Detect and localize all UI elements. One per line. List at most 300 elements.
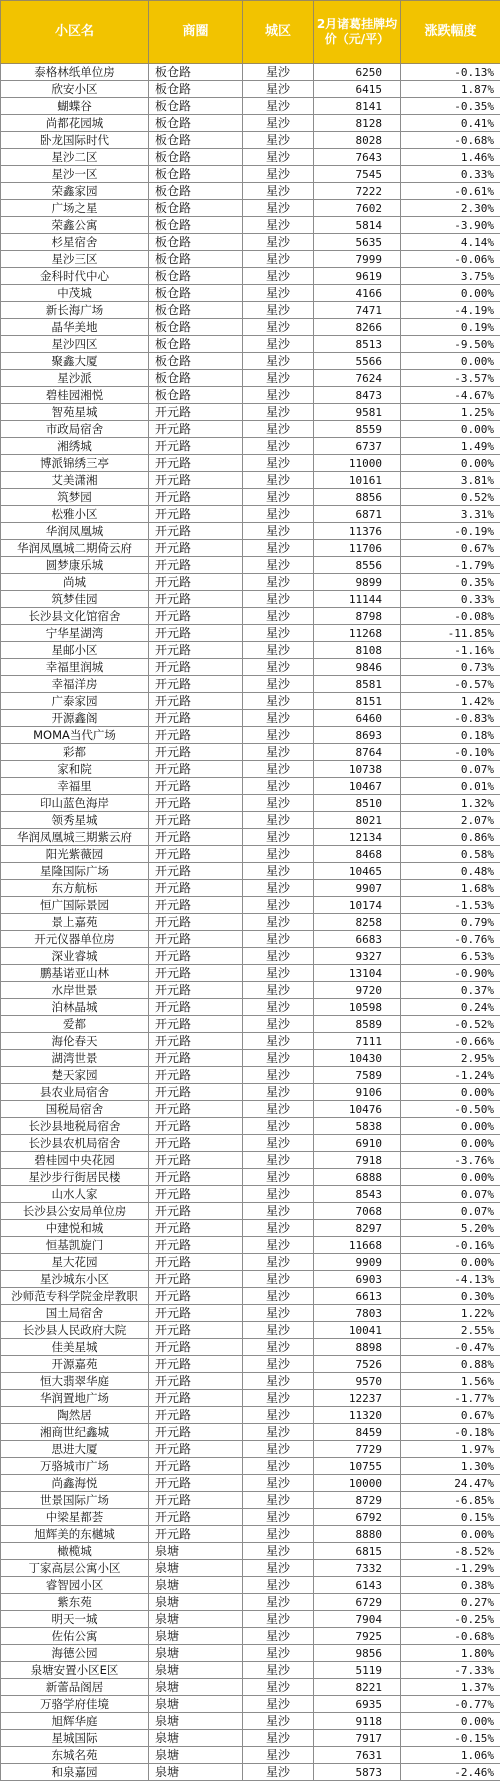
cell-listing-price: 7918 xyxy=(314,1152,401,1169)
cell-community-name: 华润凤凰城二期倚云府 xyxy=(1,540,149,557)
cell-change-rate: -6.85% xyxy=(401,1492,500,1509)
table-row xyxy=(1,1186,500,1203)
cell-listing-price: 12134 xyxy=(314,829,401,846)
cell-community-name: 湘绣城 xyxy=(1,438,149,455)
cell-business-area: 开元路 xyxy=(149,642,243,659)
table-row xyxy=(1,370,500,387)
table-row xyxy=(1,1101,500,1118)
cell-listing-price: 8459 xyxy=(314,1424,401,1441)
cell-district: 星沙 xyxy=(243,1458,314,1475)
cell-community-name: 深业睿城 xyxy=(1,948,149,965)
cell-listing-price: 7545 xyxy=(314,166,401,183)
cell-business-area: 开元路 xyxy=(149,1169,243,1186)
table-row xyxy=(1,1271,500,1288)
cell-change-rate: -0.52% xyxy=(401,1016,500,1033)
cell-business-area: 泉塘 xyxy=(149,1730,243,1747)
cell-business-area: 开元路 xyxy=(149,761,243,778)
cell-change-rate: 5.20% xyxy=(401,1220,500,1237)
cell-listing-price: 9581 xyxy=(314,404,401,421)
cell-community-name: 星沙步行街居民楼 xyxy=(1,1169,149,1186)
cell-listing-price: 8856 xyxy=(314,489,401,506)
cell-change-rate: 0.07% xyxy=(401,761,500,778)
cell-listing-price: 9846 xyxy=(314,659,401,676)
table-row xyxy=(1,1628,500,1645)
cell-change-rate: -0.61% xyxy=(401,183,500,200)
cell-district: 星沙 xyxy=(243,183,314,200)
cell-community-name: 国税局宿舍 xyxy=(1,1101,149,1118)
cell-business-area: 板仓路 xyxy=(149,234,243,251)
table-row xyxy=(1,778,500,795)
table-row xyxy=(1,608,500,625)
cell-business-area: 开元路 xyxy=(149,914,243,931)
cell-change-rate: 1.06% xyxy=(401,1747,500,1764)
cell-community-name: 宁华星湖湾 xyxy=(1,625,149,642)
table-row xyxy=(1,489,500,506)
cell-business-area: 开元路 xyxy=(149,710,243,727)
cell-business-area: 开元路 xyxy=(149,421,243,438)
cell-change-rate: -0.25% xyxy=(401,1611,500,1628)
cell-change-rate: -0.77% xyxy=(401,1696,500,1713)
cell-business-area: 开元路 xyxy=(149,727,243,744)
cell-district: 星沙 xyxy=(243,455,314,472)
table-row xyxy=(1,829,500,846)
cell-business-area: 开元路 xyxy=(149,1220,243,1237)
table-row xyxy=(1,1526,500,1543)
cell-change-rate: 0.48% xyxy=(401,863,500,880)
cell-community-name: 国土局宿舍 xyxy=(1,1305,149,1322)
table-row xyxy=(1,336,500,353)
cell-change-rate: -8.52% xyxy=(401,1543,500,1560)
cell-listing-price: 7803 xyxy=(314,1305,401,1322)
cell-change-rate: 0.00% xyxy=(401,1084,500,1101)
cell-change-rate: 0.38% xyxy=(401,1577,500,1594)
cell-business-area: 板仓路 xyxy=(149,268,243,285)
cell-change-rate: 0.37% xyxy=(401,982,500,999)
table-row xyxy=(1,625,500,642)
cell-business-area: 开元路 xyxy=(149,489,243,506)
cell-change-rate: 1.37% xyxy=(401,1679,500,1696)
cell-business-area: 开元路 xyxy=(149,438,243,455)
cell-district: 星沙 xyxy=(243,234,314,251)
cell-district: 星沙 xyxy=(243,1764,314,1781)
cell-business-area: 开元路 xyxy=(149,1016,243,1033)
cell-community-name: 尚城 xyxy=(1,574,149,591)
cell-district: 星沙 xyxy=(243,268,314,285)
cell-listing-price: 6903 xyxy=(314,1271,401,1288)
cell-business-area: 开元路 xyxy=(149,1033,243,1050)
cell-district: 星沙 xyxy=(243,1679,314,1696)
table-row xyxy=(1,676,500,693)
cell-listing-price: 9720 xyxy=(314,982,401,999)
cell-business-area: 开元路 xyxy=(149,625,243,642)
cell-change-rate: -3.90% xyxy=(401,217,500,234)
table-row xyxy=(1,302,500,319)
table-row xyxy=(1,710,500,727)
cell-district: 星沙 xyxy=(243,81,314,98)
table-row xyxy=(1,404,500,421)
cell-business-area: 板仓路 xyxy=(149,115,243,132)
cell-community-name: 新长海广场 xyxy=(1,302,149,319)
cell-business-area: 开元路 xyxy=(149,557,243,574)
cell-change-rate: 0.18% xyxy=(401,727,500,744)
cell-business-area: 开元路 xyxy=(149,1475,243,1492)
table-row xyxy=(1,268,500,285)
cell-community-name: 旭辉华庭 xyxy=(1,1713,149,1730)
table-row xyxy=(1,1509,500,1526)
cell-district: 星沙 xyxy=(243,1492,314,1509)
cell-business-area: 板仓路 xyxy=(149,183,243,200)
cell-community-name: 万骆学府佳境 xyxy=(1,1696,149,1713)
cell-district: 星沙 xyxy=(243,1203,314,1220)
cell-listing-price: 10738 xyxy=(314,761,401,778)
cell-business-area: 开元路 xyxy=(149,1339,243,1356)
cell-listing-price: 7925 xyxy=(314,1628,401,1645)
cell-listing-price: 7589 xyxy=(314,1067,401,1084)
table-row xyxy=(1,234,500,251)
cell-listing-price: 9899 xyxy=(314,574,401,591)
table-row xyxy=(1,574,500,591)
cell-listing-price: 8266 xyxy=(314,319,401,336)
table-row xyxy=(1,1662,500,1679)
cell-change-rate: 0.00% xyxy=(401,1526,500,1543)
cell-business-area: 开元路 xyxy=(149,982,243,999)
cell-business-area: 板仓路 xyxy=(149,319,243,336)
cell-listing-price: 8128 xyxy=(314,115,401,132)
table-row xyxy=(1,1764,500,1781)
cell-business-area: 泉塘 xyxy=(149,1594,243,1611)
cell-business-area: 板仓路 xyxy=(149,166,243,183)
cell-community-name: 恒基凯旋门 xyxy=(1,1237,149,1254)
cell-listing-price: 9909 xyxy=(314,1254,401,1271)
cell-district: 星沙 xyxy=(243,557,314,574)
cell-community-name: 星沙一区 xyxy=(1,166,149,183)
cell-district: 星沙 xyxy=(243,1730,314,1747)
cell-district: 星沙 xyxy=(243,132,314,149)
cell-business-area: 开元路 xyxy=(149,863,243,880)
cell-listing-price: 9327 xyxy=(314,948,401,965)
table-row xyxy=(1,1339,500,1356)
cell-listing-price: 11376 xyxy=(314,523,401,540)
cell-business-area: 泉塘 xyxy=(149,1611,243,1628)
cell-district: 星沙 xyxy=(243,319,314,336)
cell-district: 星沙 xyxy=(243,965,314,982)
table-row xyxy=(1,1543,500,1560)
cell-district: 星沙 xyxy=(243,1475,314,1492)
cell-listing-price: 8729 xyxy=(314,1492,401,1509)
cell-district: 星沙 xyxy=(243,608,314,625)
cell-district: 星沙 xyxy=(243,251,314,268)
cell-business-area: 开元路 xyxy=(149,1492,243,1509)
cell-listing-price: 7904 xyxy=(314,1611,401,1628)
cell-community-name: 景上嘉苑 xyxy=(1,914,149,931)
cell-community-name: 湖湾世景 xyxy=(1,1050,149,1067)
cell-listing-price: 6729 xyxy=(314,1594,401,1611)
cell-listing-price: 11668 xyxy=(314,1237,401,1254)
cell-business-area: 泉塘 xyxy=(149,1577,243,1594)
table-row xyxy=(1,1118,500,1135)
table-row xyxy=(1,591,500,608)
cell-district: 星沙 xyxy=(243,1645,314,1662)
cell-district: 星沙 xyxy=(243,1152,314,1169)
cell-listing-price: 8108 xyxy=(314,642,401,659)
cell-district: 星沙 xyxy=(243,880,314,897)
cell-listing-price: 8693 xyxy=(314,727,401,744)
header-row xyxy=(1,1,500,64)
cell-business-area: 泉塘 xyxy=(149,1747,243,1764)
cell-change-rate: 1.56% xyxy=(401,1373,500,1390)
cell-district: 星沙 xyxy=(243,778,314,795)
cell-business-area: 开元路 xyxy=(149,846,243,863)
cell-listing-price: 11144 xyxy=(314,591,401,608)
cell-district: 星沙 xyxy=(243,1050,314,1067)
cell-business-area: 开元路 xyxy=(149,540,243,557)
cell-business-area: 开元路 xyxy=(149,931,243,948)
cell-listing-price: 9106 xyxy=(314,1084,401,1101)
cell-district: 星沙 xyxy=(243,336,314,353)
table-row xyxy=(1,506,500,523)
cell-district: 星沙 xyxy=(243,149,314,166)
table-row xyxy=(1,1067,500,1084)
cell-district: 星沙 xyxy=(243,1373,314,1390)
cell-community-name: 佳美星城 xyxy=(1,1339,149,1356)
cell-business-area: 开元路 xyxy=(149,948,243,965)
cell-district: 星沙 xyxy=(243,574,314,591)
cell-listing-price: 7999 xyxy=(314,251,401,268)
cell-listing-price: 9907 xyxy=(314,880,401,897)
cell-district: 星沙 xyxy=(243,1526,314,1543)
table-row xyxy=(1,455,500,472)
table-row xyxy=(1,1645,500,1662)
table-row xyxy=(1,64,500,81)
cell-district: 星沙 xyxy=(243,1339,314,1356)
cell-business-area: 开元路 xyxy=(149,829,243,846)
cell-change-rate: -3.57% xyxy=(401,370,500,387)
table-row xyxy=(1,795,500,812)
cell-listing-price: 6460 xyxy=(314,710,401,727)
cell-community-name: 水岸世景 xyxy=(1,982,149,999)
cell-change-rate: 0.73% xyxy=(401,659,500,676)
table-row xyxy=(1,812,500,829)
cell-community-name: 幸福里 xyxy=(1,778,149,795)
table-row xyxy=(1,1050,500,1067)
table-row xyxy=(1,863,500,880)
cell-listing-price: 7068 xyxy=(314,1203,401,1220)
cell-listing-price: 8764 xyxy=(314,744,401,761)
cell-business-area: 开元路 xyxy=(149,1526,243,1543)
cell-listing-price: 6683 xyxy=(314,931,401,948)
cell-business-area: 开元路 xyxy=(149,795,243,812)
table-row xyxy=(1,659,500,676)
cell-listing-price: 10161 xyxy=(314,472,401,489)
cell-change-rate: 0.00% xyxy=(401,1713,500,1730)
cell-listing-price: 7332 xyxy=(314,1560,401,1577)
cell-change-rate: 3.81% xyxy=(401,472,500,489)
table-row xyxy=(1,1356,500,1373)
cell-change-rate: 0.88% xyxy=(401,1356,500,1373)
cell-listing-price: 6792 xyxy=(314,1509,401,1526)
cell-business-area: 泉塘 xyxy=(149,1628,243,1645)
cell-listing-price: 8141 xyxy=(314,98,401,115)
cell-change-rate: -0.68% xyxy=(401,132,500,149)
cell-district: 星沙 xyxy=(243,472,314,489)
cell-community-name: 家和院 xyxy=(1,761,149,778)
table-row xyxy=(1,149,500,166)
cell-district: 星沙 xyxy=(243,1713,314,1730)
cell-listing-price: 7643 xyxy=(314,149,401,166)
cell-district: 星沙 xyxy=(243,1254,314,1271)
cell-community-name: 中茂城 xyxy=(1,285,149,302)
table-row xyxy=(1,98,500,115)
cell-change-rate: 1.42% xyxy=(401,693,500,710)
cell-district: 星沙 xyxy=(243,217,314,234)
cell-district: 星沙 xyxy=(243,1628,314,1645)
cell-community-name: 泊林晶城 xyxy=(1,999,149,1016)
cell-community-name: 华润凤凰城三期紫云府 xyxy=(1,829,149,846)
cell-district: 星沙 xyxy=(243,1560,314,1577)
cell-district: 星沙 xyxy=(243,1288,314,1305)
cell-community-name: 湘商世纪鑫城 xyxy=(1,1424,149,1441)
cell-district: 星沙 xyxy=(243,1594,314,1611)
cell-change-rate: 1.46% xyxy=(401,149,500,166)
cell-listing-price: 6888 xyxy=(314,1169,401,1186)
cell-district: 星沙 xyxy=(243,115,314,132)
cell-district: 星沙 xyxy=(243,1424,314,1441)
cell-business-area: 泉塘 xyxy=(149,1696,243,1713)
cell-community-name: 佐佑公寓 xyxy=(1,1628,149,1645)
cell-business-area: 开元路 xyxy=(149,1407,243,1424)
table-row xyxy=(1,1084,500,1101)
cell-community-name: 聚鑫大厦 xyxy=(1,353,149,370)
cell-community-name: 万骆城市广场 xyxy=(1,1458,149,1475)
header-district: 城区 xyxy=(243,1,314,64)
table-row xyxy=(1,285,500,302)
cell-change-rate: -1.16% xyxy=(401,642,500,659)
cell-change-rate: 3.75% xyxy=(401,268,500,285)
cell-listing-price: 10476 xyxy=(314,1101,401,1118)
cell-community-name: 山水人家 xyxy=(1,1186,149,1203)
table-row xyxy=(1,948,500,965)
cell-listing-price: 5873 xyxy=(314,1764,401,1781)
cell-district: 星沙 xyxy=(243,1033,314,1050)
cell-listing-price: 9619 xyxy=(314,268,401,285)
cell-district: 星沙 xyxy=(243,846,314,863)
cell-district: 星沙 xyxy=(243,200,314,217)
cell-district: 星沙 xyxy=(243,914,314,931)
header-business-area: 商圈 xyxy=(149,1,243,64)
cell-community-name: 星城国际 xyxy=(1,1730,149,1747)
table-row xyxy=(1,693,500,710)
cell-community-name: 碧桂园湘悦 xyxy=(1,387,149,404)
cell-listing-price: 7602 xyxy=(314,200,401,217)
cell-business-area: 板仓路 xyxy=(149,81,243,98)
cell-business-area: 板仓路 xyxy=(149,64,243,81)
cell-listing-price: 7917 xyxy=(314,1730,401,1747)
cell-district: 星沙 xyxy=(243,1305,314,1322)
cell-change-rate: -1.29% xyxy=(401,1560,500,1577)
cell-listing-price: 10755 xyxy=(314,1458,401,1475)
cell-listing-price: 8880 xyxy=(314,1526,401,1543)
cell-district: 星沙 xyxy=(243,693,314,710)
table-row xyxy=(1,1237,500,1254)
cell-district: 星沙 xyxy=(243,387,314,404)
cell-change-rate: 1.80% xyxy=(401,1645,500,1662)
cell-district: 星沙 xyxy=(243,1543,314,1560)
cell-business-area: 开元路 xyxy=(149,897,243,914)
cell-change-rate: -0.18% xyxy=(401,1424,500,1441)
cell-business-area: 开元路 xyxy=(149,1458,243,1475)
cell-district: 星沙 xyxy=(243,642,314,659)
cell-district: 星沙 xyxy=(243,744,314,761)
cell-community-name: 长沙县人民政府大院 xyxy=(1,1322,149,1339)
cell-district: 星沙 xyxy=(243,931,314,948)
cell-community-name: 幸福洋房 xyxy=(1,676,149,693)
cell-community-name: MOMA当代广场 xyxy=(1,727,149,744)
cell-community-name: 中建悦和城 xyxy=(1,1220,149,1237)
cell-business-area: 开元路 xyxy=(149,1050,243,1067)
cell-listing-price: 10598 xyxy=(314,999,401,1016)
cell-change-rate: 0.33% xyxy=(401,591,500,608)
cell-change-rate: -0.13% xyxy=(401,64,500,81)
cell-community-name: 思进大厦 xyxy=(1,1441,149,1458)
cell-community-name: 荣鑫公寓 xyxy=(1,217,149,234)
cell-business-area: 开元路 xyxy=(149,523,243,540)
table-row xyxy=(1,1390,500,1407)
cell-business-area: 开元路 xyxy=(149,676,243,693)
cell-district: 星沙 xyxy=(243,1169,314,1186)
table-row xyxy=(1,1747,500,1764)
cell-listing-price: 8297 xyxy=(314,1220,401,1237)
cell-district: 星沙 xyxy=(243,1135,314,1152)
cell-listing-price: 8468 xyxy=(314,846,401,863)
cell-community-name: 楚天家园 xyxy=(1,1067,149,1084)
cell-community-name: 艾美潇湘 xyxy=(1,472,149,489)
cell-business-area: 开元路 xyxy=(149,1203,243,1220)
cell-district: 星沙 xyxy=(243,812,314,829)
cell-district: 星沙 xyxy=(243,948,314,965)
table-row xyxy=(1,761,500,778)
table-row xyxy=(1,1203,500,1220)
cell-change-rate: -0.15% xyxy=(401,1730,500,1747)
cell-listing-price: 5635 xyxy=(314,234,401,251)
cell-change-rate: -0.47% xyxy=(401,1339,500,1356)
cell-business-area: 开元路 xyxy=(149,1237,243,1254)
cell-change-rate: 1.32% xyxy=(401,795,500,812)
cell-listing-price: 7526 xyxy=(314,1356,401,1373)
cell-district: 星沙 xyxy=(243,1441,314,1458)
cell-listing-price: 6935 xyxy=(314,1696,401,1713)
cell-district: 星沙 xyxy=(243,659,314,676)
cell-business-area: 开元路 xyxy=(149,965,243,982)
cell-listing-price: 8028 xyxy=(314,132,401,149)
cell-change-rate: -3.76% xyxy=(401,1152,500,1169)
cell-business-area: 开元路 xyxy=(149,506,243,523)
cell-community-name: 丁家高层公寓小区 xyxy=(1,1560,149,1577)
cell-listing-price: 11706 xyxy=(314,540,401,557)
table-row xyxy=(1,387,500,404)
table-row xyxy=(1,897,500,914)
cell-community-name: 星沙城东小区 xyxy=(1,1271,149,1288)
cell-community-name: 恒广国际景园 xyxy=(1,897,149,914)
cell-listing-price: 11268 xyxy=(314,625,401,642)
cell-change-rate: 0.00% xyxy=(401,1118,500,1135)
cell-district: 星沙 xyxy=(243,540,314,557)
cell-change-rate: 0.00% xyxy=(401,455,500,472)
cell-district: 星沙 xyxy=(243,370,314,387)
table-row xyxy=(1,540,500,557)
table-row xyxy=(1,1135,500,1152)
cell-community-name: 晶华美地 xyxy=(1,319,149,336)
cell-listing-price: 6613 xyxy=(314,1288,401,1305)
